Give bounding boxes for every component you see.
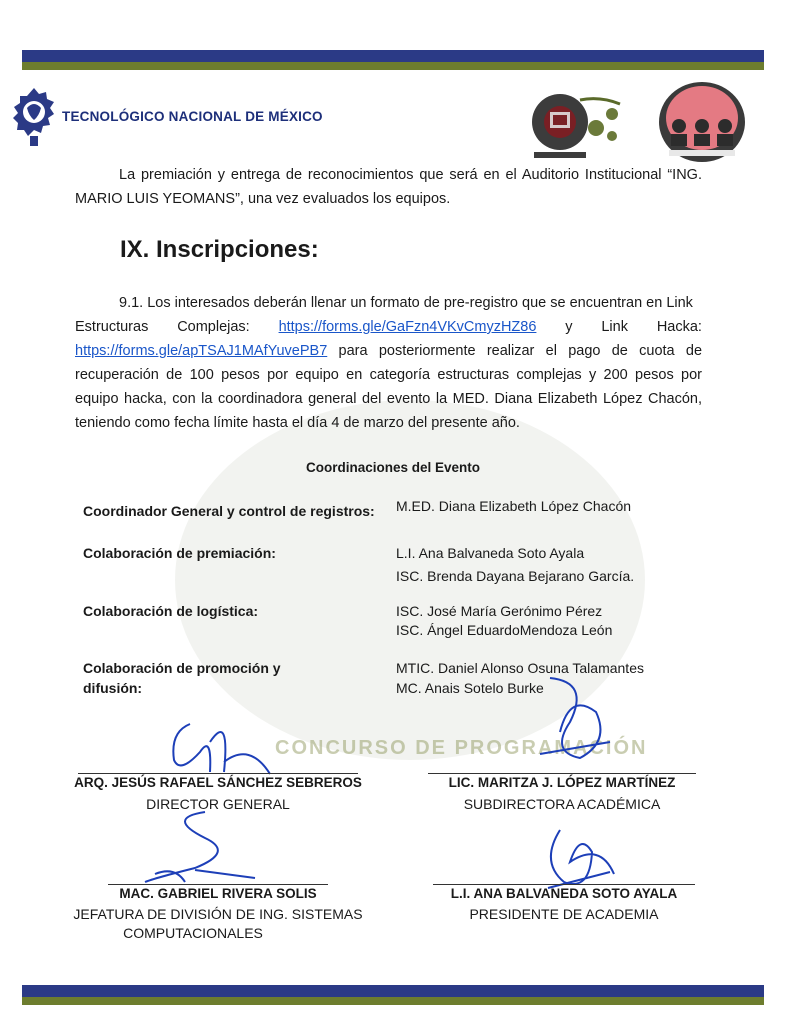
person-logistica-2: ISC. Ángel EduardoMendoza León [396, 622, 613, 638]
signature-title-director: DIRECTOR GENERAL [146, 796, 290, 812]
word-y: y [565, 319, 573, 335]
signature-line-subdirectora [428, 773, 696, 774]
inscripciones-lead: 9.1. Los interesados deberán llenar un formato de pre-registro que se encuentran en Link [119, 295, 693, 311]
link-estructuras[interactable]: https://forms.gle/GaFzn4VKvCmyzHZ86 [278, 319, 537, 335]
inscripciones-rest-text: para posteriormente realizar el pago de cuota de recuperación de 100 pesos por equipo en categoría estructuras complejas y 200 pesos por equipo hacka, con la coordinadora general del evento la MED. Diana Elizabeth López Chacón, teniendo como fecha límite hasta el día 4 de marzo del presente año. [75, 343, 703, 431]
institution-name: TECNOLÓGICO NACIONAL DE MÉXICO [62, 109, 323, 124]
person-promocion-2: MC. Anais Sotelo Burke [396, 680, 544, 696]
signature-title-presidente: PRESIDENTE DE ACADEMIA [469, 906, 659, 922]
intro-paragraph: La premiación y entrega de reconocimientos que será en el Auditorio Institucional “ING. MARIO LUIS YEOMANS”, una vez evaluados los equipos. [75, 167, 702, 207]
signature-director-icon [160, 712, 280, 782]
label-hacka-2: Hacka: [656, 319, 702, 335]
signature-line-director [78, 773, 358, 774]
signature-title-jefatura-2: COMPUTACIONALES [123, 925, 263, 941]
signature-title-subdirectora: SUBDIRECTORA ACADÉMICA [463, 796, 661, 812]
person-promocion-1: MTIC. Daniel Alonso Osuna Talamantes [396, 660, 644, 676]
inscripciones-paragraph [75, 291, 702, 435]
signature-name-presidente: L.I. ANA BALVANEDA SOTO AYALA [450, 886, 678, 901]
role-promocion: Colaboración de promoción y difusión: [83, 660, 281, 696]
person-coordinador: M.ED. Diana Elizabeth López Chacón [396, 498, 632, 514]
section-heading: IX. Inscripciones: [120, 236, 319, 263]
link-hacka[interactable]: https://forms.gle/apTSAJ1MAfYuvePB7 [75, 343, 328, 359]
footer-band-navy [22, 985, 764, 997]
tecnm-logo-icon [12, 86, 56, 148]
header-band-navy [22, 50, 764, 62]
person-premiacion-2: ISC. Brenda Dayana Bejarano García. [396, 568, 635, 584]
label-estructuras-2: Complejas: [177, 319, 250, 335]
inscripciones-line-1 [75, 291, 702, 315]
signature-name-director: ARQ. JESÚS RAFAEL SÁNCHEZ SEBREROS [74, 775, 362, 790]
role-logistica: Colaboración de logística: [83, 603, 259, 619]
inscripciones-line-2 [75, 315, 702, 339]
watermark-text: CONCURSO DE PROGRAMACIÓN [275, 737, 648, 759]
signature-name-jefatura: MAC. GABRIEL RIVERA SOLIS [119, 886, 317, 901]
footer-band [22, 985, 764, 1005]
signature-jefatura-icon [135, 808, 265, 888]
signature-line-jefatura [108, 884, 328, 885]
signature-title-jefatura-1: JEFATURA DE DIVISIÓN DE ING. SISTEMAS [73, 906, 363, 922]
coordinaciones-heading: Coordinaciones del Evento [305, 460, 481, 475]
contest-logo-icon [657, 80, 747, 164]
role-premiacion: Colaboración de premiación: [83, 545, 276, 561]
person-logistica-1: ISC. José María Gerónimo Pérez [396, 603, 603, 619]
person-premiacion-1: L.I. Ana Balvaneda Soto Ayala [396, 545, 585, 561]
header-band-green [22, 62, 764, 70]
footer-band-green [22, 997, 764, 1005]
signature-subdirectora-icon [530, 672, 620, 764]
signature-line-presidente [433, 884, 695, 885]
inscripciones-rest [75, 339, 702, 435]
label-estructuras-1: Estructuras [75, 319, 149, 335]
role-coordinador: Coordinador General y control de registros: [83, 503, 375, 519]
header-band [22, 50, 764, 70]
label-hacka-1: Link [601, 319, 628, 335]
signature-name-subdirectora: LIC. MARITZA J. LÓPEZ MARTÍNEZ [448, 775, 676, 790]
itspp-logo-icon [520, 86, 630, 164]
